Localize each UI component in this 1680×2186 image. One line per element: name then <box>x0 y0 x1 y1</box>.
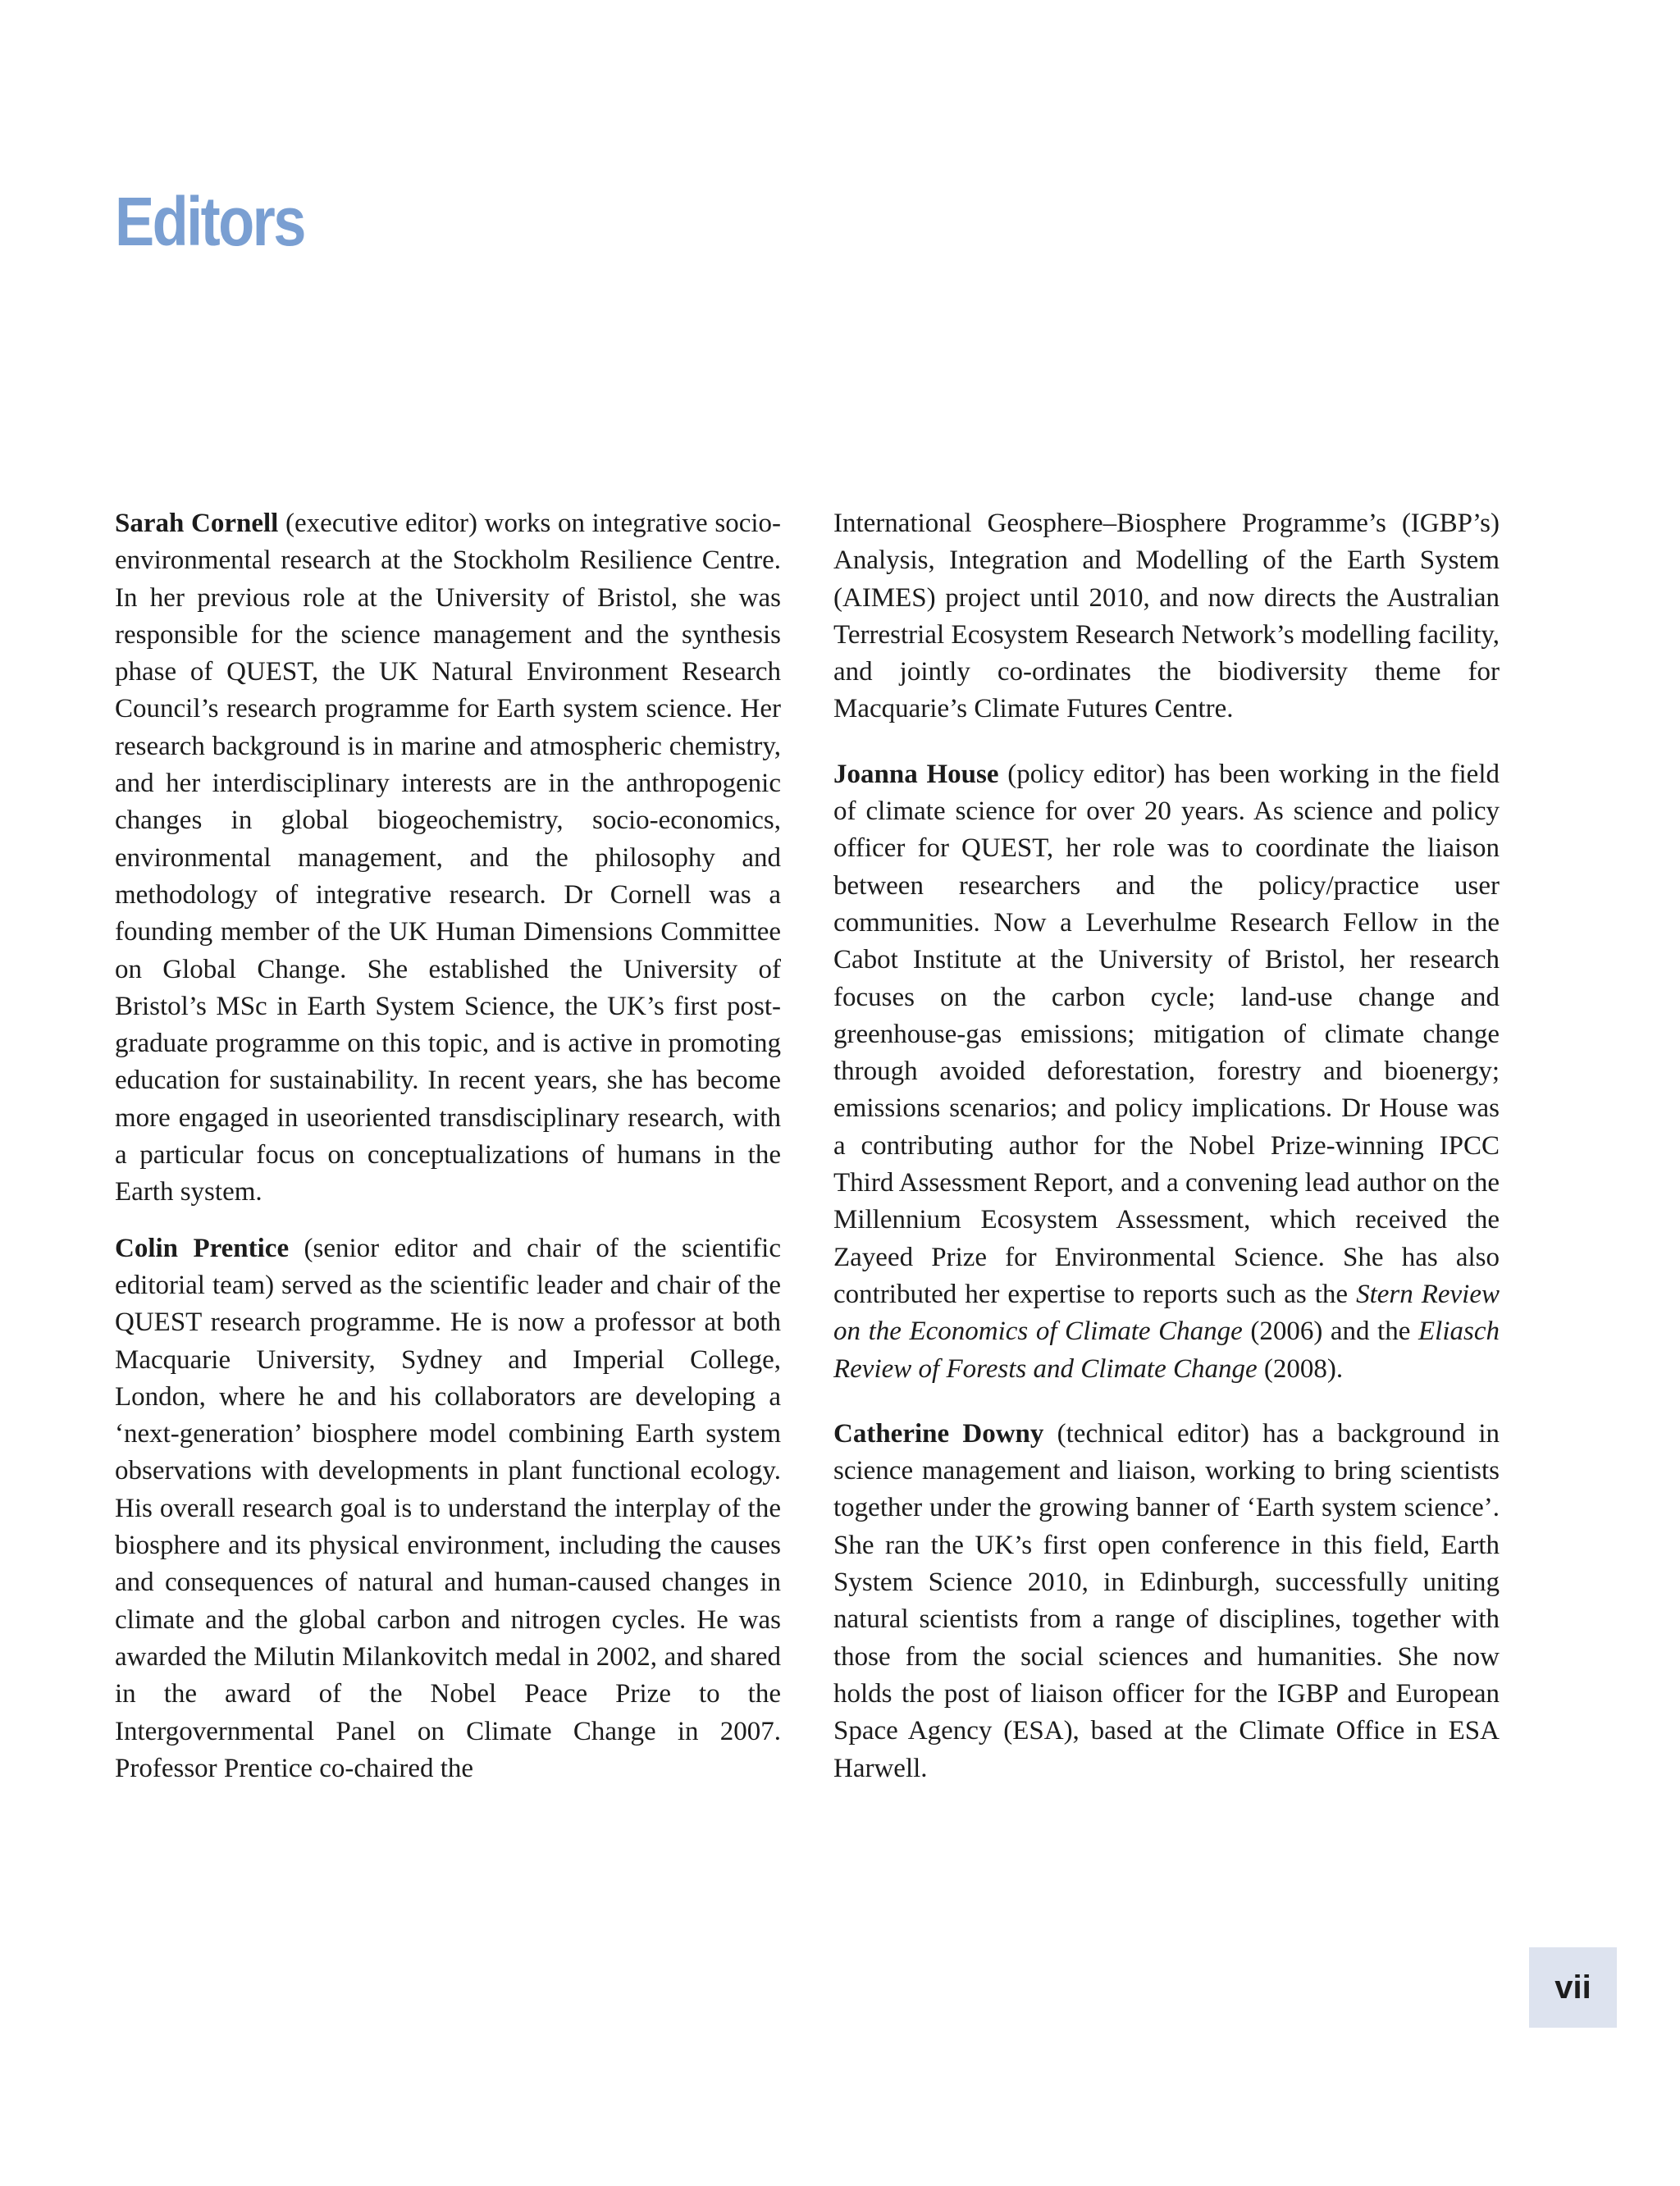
bio-text: (2006) and the <box>1242 1317 1418 1347</box>
bio-text: (senior editor and chair of the scientific editorial team) served as the scientific leader and chair of the QUEST research programme. He is now a professor at both Macquarie University, Sydney and Imperial College, London, where he and his collaborators are developing a ‘next-generation’ biosphere model combining Earth system observations with developments in plant functional ecology. His overall research goal is to understand the interplay of the biosphere and its physical environment, including the causes and consequences of natural and human-caused changes in climate and the global carbon and nitrogen cycles. He was awarded the Milutin Milankovitch medal in 2002, and shared in the award of the Nobel Peace Prize to the Intergovernmental Panel on Climate Change in 2007. Professor Prentice co-chaired the <box>115 1233 781 1783</box>
page-title: Editors <box>115 183 304 260</box>
bio-paragraph-colin-prentice <box>115 1230 781 1787</box>
italic-title: Eliasch Review of Forests and Climate Change <box>833 1317 1500 1384</box>
editor-name: Colin Prentice <box>115 1233 290 1263</box>
bio-paragraph-sarah-cornell <box>115 505 781 1212</box>
bio-text: (executive editor) works on integrative socio-environmental research at the Stockholm Resilience Centre. In her previous role at the University of Bristol, she was responsible for the science management and the synthesis phase of QUEST, the UK Natural Environment Research Council’s research programme for Earth system science. Her research background is in marine and atmospheric chemistry, and her interdisciplinary interests are in the anthropogenic changes in global biogeochemistry, socio-economics, environmental management, and the philosophy and methodology of integrative research. Dr Cornell was a founding member of the UK Human Dimensions Committee on Global Change. She established the University of Bristol’s MSc in Earth System Science, the UK’s first post-graduate programme on this topic, and is active in promoting education for sustainability. In recent years, she has become more engaged in useoriented transdisciplinary research, with a particular focus on conceptualizations of humans in the Earth system. <box>115 509 782 1207</box>
bio-text: (2008). <box>1257 1353 1344 1384</box>
right-column <box>833 505 1500 1787</box>
editor-name: Catherine Downy <box>833 1418 1044 1449</box>
bio-paragraph-colin-prentice-continued <box>833 505 1500 728</box>
editor-name: Sarah Cornell <box>115 509 279 538</box>
bio-paragraph-joanna-house <box>833 756 1500 1388</box>
italic-title: Stern Review on the Economics of Climate Change <box>833 1279 1500 1347</box>
bio-text: International Geosphere–Biosphere Programme’s (IGBP’s) Analysis, Integration and Modelling of the Earth System (AIMES) project until 2010, and now directs the Australian Terrestrial Ecosystem Research Network’s modelling facility, and jointly co-ordinates the biodiversity theme for Macquarie’s Climate Futures Centre. <box>833 509 1500 724</box>
bio-paragraph-catherine-downy <box>833 1416 1500 1787</box>
bio-text: (policy editor) has been working in the field of climate science for over 20 years. As science and policy officer for QUEST, her role was to coordinate the liaison between researchers and the policy/practice user communities. Now a Leverhulme Research Fellow in the Cabot Institute at the University of Bristol, her research focuses on the carbon cycle; land-use change and greenhouse-gas emissions; mitigation of climate change through avoided deforestation, forestry and bioenergy; emissions scenarios; and policy implications. Dr House was a contributing author for the Nobel Prize-winning IPCC Third Assessment Report, and a convening lead author on the Millennium Ecosystem Assessment, which received the Zayeed Prize for Environmental Science. She has also contributed her expertise to reports such as the <box>833 759 1500 1309</box>
editor-name: Joanna House <box>833 759 999 789</box>
bio-text: (technical editor) has a background in science management and liaison, working to bring scientists together under the growing banner of ‘Earth system science’. She ran the UK’s first open conference in this field, Earth System Science 2010, in Edinburgh, successfully uniting natural scientists from a range of disciplines, together with those from the social sciences and humanities. She now holds the post of liaison officer for the IGBP and European Space Agency (ESA), based at the Climate Office in ESA Harwell. <box>833 1418 1500 1783</box>
left-column <box>115 505 781 1787</box>
page-number: vii <box>1529 1947 1617 2028</box>
